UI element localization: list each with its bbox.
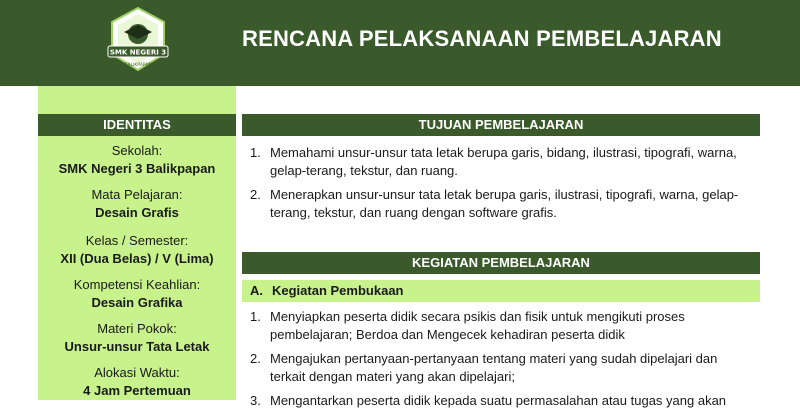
identitas-value: Desain Grafis [95,205,179,220]
list-text: Mengantarkan peserta didik kepada suatu permasalahan atau tugas yang akan [270,393,727,408]
kegiatan-heading: KEGIATAN PEMBELAJARAN [242,252,760,274]
tujuan-list [246,144,746,228]
identitas-label: Kompetensi Keahlian: [73,277,201,292]
header-banner [0,0,800,86]
list-text: Menyiapkan peserta didik secara psikis dan fisik untuk mengikuti proses pembelajaran; Berdoa dan Mengecek kehadiran peserta didik [270,309,685,342]
list-item [246,308,746,344]
identitas-heading: IDENTITAS [38,114,236,136]
list-text: Menerapkan unsur-unsur tata letak berupa garis, ilustrasi, tipografi, warna, gelap-terang, tekstur, dan ruang dengan software grafis. [270,187,739,220]
list-text: Memahami unsur-unsur tata letak berupa garis, bidang, ilustrasi, tipografi, warna, gelap-terang, tekstur, dan ruang. [270,145,737,178]
list-item [246,186,746,222]
school-logo [100,4,176,80]
identitas-label: Materi Pokok: [97,321,177,336]
identitas-item-kelas [38,232,236,268]
identitas-item-sekolah [38,142,236,178]
page-title: RENCANA PELAKSANAAN PEMBELAJARAN [242,26,722,51]
identitas-item-alokasi [38,364,236,400]
list-item [246,144,746,180]
subheading-text: Kegiatan Pembukaan [272,283,404,298]
list-number: 3. [250,393,261,408]
identitas-item-materi [38,320,236,356]
list-number: 2. [250,351,261,366]
identitas-value: Desain Grafika [91,295,183,310]
kegiatan-subheading [242,280,760,302]
identitas-value: 4 Jam Pertemuan [83,383,191,398]
list-item [246,350,746,386]
identitas-item-mapel [38,186,236,222]
identitas-label: Mata Pelajaran: [91,187,183,202]
logo-text: SMK NEGERI 3 [109,48,167,57]
logo-subtext: BALIKPAPAN [124,63,152,68]
identitas-label: Kelas / Semester: [85,233,189,248]
tujuan-heading: TUJUAN PEMBELAJARAN [242,114,760,136]
identitas-label: Sekolah: [111,143,163,158]
subheading-letter: A. [250,283,263,298]
list-number: 1. [250,309,261,324]
list-text: Mengajukan pertanyaan-pertanyaan tentang materi yang sudah dipelajari dan terkait dengan materi yang akan dipelajari; [270,351,718,384]
identitas-value: SMK Negeri 3 Balikpapan [58,161,216,176]
identitas-value: Unsur-unsur Tata Letak [64,339,210,354]
list-item [246,392,746,410]
identitas-item-kompetensi [38,276,236,312]
identitas-label: Alokasi Waktu: [94,365,180,380]
list-number: 2. [250,187,261,202]
list-number: 1. [250,145,261,160]
identitas-value: XII (Dua Belas) / V (Lima) [60,251,214,266]
